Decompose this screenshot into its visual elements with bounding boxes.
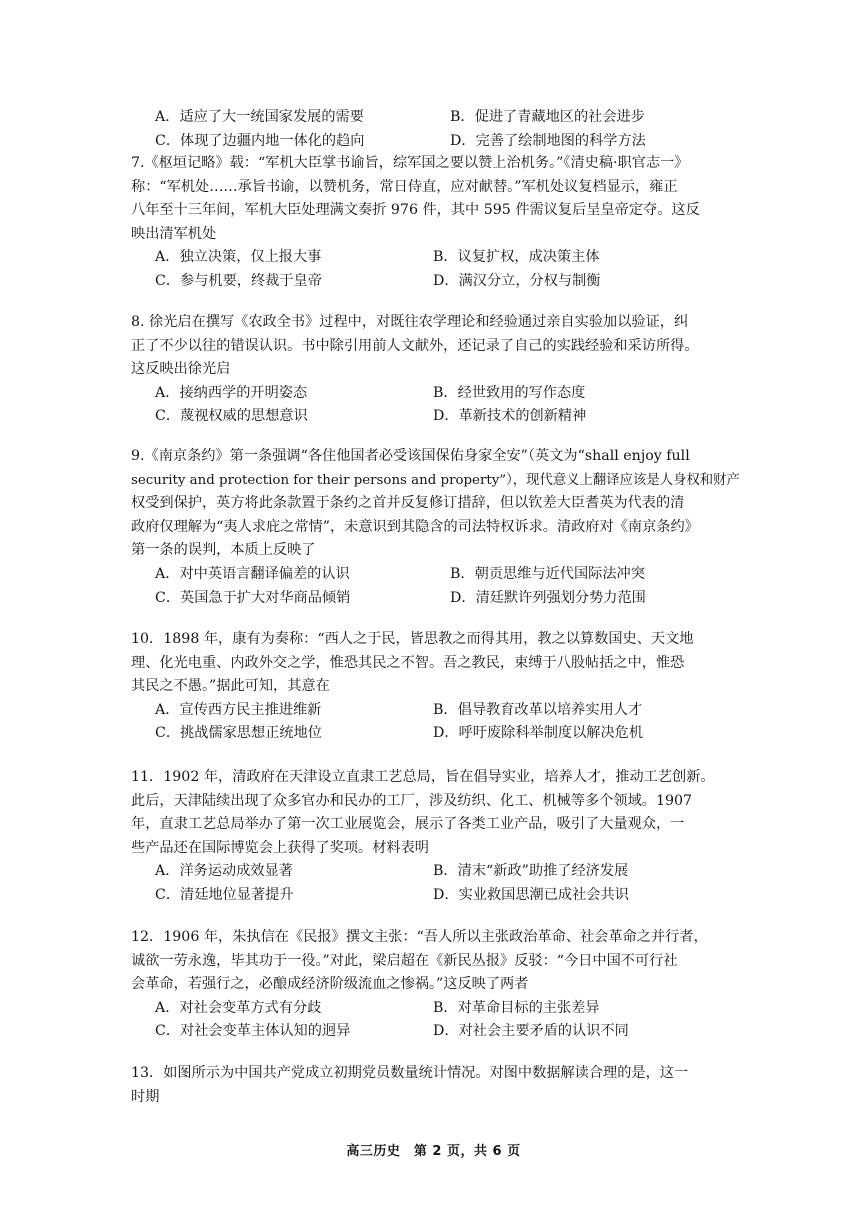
- question-text-line: 13．如图所示为中国共产党成立初期党员数量统计情况。对图中数据解读合理的是，这一: [131, 1065, 689, 1081]
- option-row: [131, 270, 743, 294]
- question-12: [131, 926, 743, 1044]
- option-letter: A．: [155, 109, 180, 125]
- option-d[interactable]: [433, 270, 600, 294]
- option-c[interactable]: [155, 270, 322, 294]
- option-a[interactable]: [155, 860, 293, 884]
- option-letter: B．: [433, 384, 458, 401]
- question-text-line: 八年至十三年间，军机大臣处理满文奏折 976 件，其中 595 件需议复后呈皇帝定夺。这反: [131, 202, 700, 219]
- option-text: 对中英语言翻译偏差的认识: [179, 565, 350, 582]
- option-letter: D．: [450, 132, 476, 149]
- option-letter: C．: [155, 272, 181, 289]
- option-letter: D．: [433, 725, 459, 742]
- option-d[interactable]: [433, 722, 643, 746]
- question-text-line: 此后，天津陆续出现了众多官办和民办的工厂，涉及纺织、化工、机械等多个领域。1907: [131, 792, 693, 809]
- question-text-line: 11．1902 年，清政府在天津设立直隶工艺总局，旨在倡导实业，培养人才，推动工艺创新。: [131, 769, 715, 785]
- option-letter: C．: [155, 408, 181, 425]
- option-text: 洋务运动成效显著: [179, 863, 293, 880]
- option-row: [131, 246, 743, 270]
- question-text-line: 些产品还在国际博览会上获得了奖项。材料表明: [131, 839, 429, 856]
- question-8: [131, 311, 743, 429]
- option-row: [131, 587, 743, 611]
- question-text-line: 9.《南京条约》第一条强调“各住他国者必受该国保佑身家全安”（英文为“shall enjoy full: [131, 448, 690, 464]
- option-text: 议复扩权，成决策主体: [457, 249, 600, 266]
- question-text-line: 12．1906 年，朱执信在《民报》撰文主张：“吾人所以主张政治革命、社会革命之并行者，: [131, 929, 708, 945]
- option-b[interactable]: [433, 860, 628, 884]
- option-letter: B．: [433, 863, 458, 880]
- option-letter: B．: [433, 249, 458, 266]
- option-d[interactable]: [433, 405, 586, 429]
- question-text-line: 时期: [131, 1088, 160, 1105]
- question-text-line: 政府仅理解为“夷人求庇之常情”，未意识到其隐含的司法特权诉求。清政府对《南京条约》: [131, 518, 699, 535]
- option-row: [131, 722, 743, 746]
- option-c[interactable]: [155, 884, 294, 908]
- option-letter: C．: [155, 589, 181, 606]
- question-text-line: 会革命，若强行之，必酿成经济阶级流血之惨祸。”这反映了两者: [131, 976, 529, 993]
- option-letter: A．: [155, 999, 180, 1016]
- option-text: 实业救国思潮已成社会共识: [458, 886, 629, 903]
- option-letter: B．: [433, 999, 458, 1016]
- option-c[interactable]: [155, 1020, 350, 1044]
- option-row: [131, 130, 743, 154]
- option-text: 体现了边疆内地一体化的趋向: [180, 132, 365, 149]
- question-9: [131, 445, 743, 610]
- question-text-line: 其民之不愚。”据此可知，其意在: [131, 678, 330, 695]
- option-text: 对社会变革方式有分歧: [179, 999, 322, 1016]
- option-d[interactable]: [450, 587, 646, 611]
- option-text: 独立决策，仅上报大事: [179, 249, 322, 266]
- option-text: 促进了青藏地区的社会进步: [474, 109, 645, 125]
- page-footer: 高三历史 第 2 页，共 6 页: [346, 1144, 521, 1159]
- option-letter: B．: [433, 701, 458, 718]
- question-text-line: 10．1898 年，康有为奏称：“西人之于民，皆思教之而得其用，教之以算数国史、天文地: [131, 631, 694, 647]
- option-row: [131, 563, 743, 587]
- option-row: [131, 699, 743, 723]
- option-c[interactable]: [155, 130, 365, 154]
- option-text: 参与机要，终裁于皇帝: [180, 272, 322, 289]
- option-row: [131, 106, 743, 130]
- question-7: [131, 152, 743, 294]
- question-text-line: 理、化光电重、内政外交之学，惟恐其民之不智。吾之教民，束缚于八股帖括之中，惟恐: [131, 654, 685, 671]
- option-d[interactable]: [433, 884, 629, 908]
- option-text: 英国急于扩大对华商品倾销: [180, 589, 351, 606]
- option-a[interactable]: [155, 699, 321, 723]
- option-c[interactable]: [155, 587, 350, 611]
- option-letter: A．: [155, 863, 180, 880]
- question-11: [131, 766, 743, 908]
- option-letter: A．: [155, 701, 180, 718]
- option-row: [131, 382, 743, 406]
- question-text-line: 称：“军机处……承旨书谕，以赞机务，常日侍直，应对献替。”军机处议复档显示，雍正: [131, 178, 678, 195]
- option-text: 倡导教育改革以培养实用人才: [457, 701, 643, 718]
- question-text-line: 这反映出徐光启: [131, 361, 231, 378]
- option-text: 对社会变革主体认知的迥异: [180, 1023, 351, 1040]
- option-b[interactable]: [433, 382, 585, 406]
- option-b[interactable]: [433, 997, 600, 1021]
- option-text: 对社会主要矛盾的认识不同: [458, 1023, 629, 1040]
- question-text-line: 正了不少以往的错误认识。书中除引用前人文献外，还记录了自己的实践经验和采访所得。: [131, 337, 699, 354]
- option-letter: A．: [155, 384, 180, 401]
- option-letter: B．: [450, 565, 475, 582]
- option-b[interactable]: [433, 246, 600, 270]
- option-letter: A．: [155, 249, 180, 266]
- option-a[interactable]: [155, 106, 364, 130]
- option-letter: D．: [450, 589, 476, 606]
- question-text-line: security and protection for their persons and property”），现代意义上翻译应该是人身权和财产: [131, 472, 740, 488]
- option-text: 呼吁废除科举制度以解决危机: [458, 725, 644, 742]
- question-text-line: 年，直隶工艺总局举办了第一次工业展览会，展示了各类工业产品，吸引了大量观众，一: [131, 816, 685, 833]
- prev-question-options: [131, 106, 743, 153]
- option-text: 对革命目标的主张差异: [457, 999, 600, 1016]
- option-text: 经世致用的写作态度: [457, 384, 586, 401]
- option-text: 完善了绘制地图的科学方法: [475, 132, 646, 149]
- option-b[interactable]: [450, 563, 645, 587]
- option-letter: D．: [433, 272, 459, 289]
- option-a[interactable]: [155, 246, 321, 270]
- option-text: 满汉分立，分权与制衡: [458, 272, 601, 289]
- question-text-line: 权受到保护，英方将此条款置于条约之首并反复修订措辞，但以钦差大臣耆英为代表的清: [131, 495, 685, 512]
- option-text: 朝贡思维与近代国际法冲突: [474, 565, 645, 582]
- option-a[interactable]: [155, 997, 321, 1021]
- question-10: [131, 628, 743, 746]
- question-text-line: 诚欲一劳永逸，毕其功于一役。”对此，梁启超在《新民丛报》反驳：“今日中国不可行社: [131, 952, 678, 969]
- option-c[interactable]: [155, 405, 308, 429]
- option-letter: C．: [155, 1023, 181, 1040]
- question-text-line: 第一条的误判，本质上反映了: [131, 542, 316, 559]
- question-13: [131, 1062, 743, 1109]
- option-row: [131, 997, 743, 1021]
- option-text: 蔑视权威的思想意识: [180, 408, 308, 425]
- option-a[interactable]: [155, 563, 350, 587]
- option-letter: A．: [155, 565, 180, 582]
- option-letter: D．: [433, 886, 459, 903]
- option-d[interactable]: [450, 130, 646, 154]
- option-text: 革新技术的创新精神: [458, 408, 587, 425]
- option-text: 宣传西方民主推进维新: [179, 701, 322, 718]
- option-b[interactable]: [433, 699, 642, 723]
- option-letter: D．: [433, 1023, 459, 1040]
- option-d[interactable]: [433, 1020, 629, 1044]
- option-text: 清廷地位显著提升: [180, 886, 294, 903]
- option-text: 适应了大一统国家发展的需要: [179, 109, 364, 125]
- option-letter: D．: [433, 408, 459, 425]
- option-row: [131, 1020, 743, 1044]
- option-letter: B．: [450, 109, 475, 125]
- option-a[interactable]: [155, 382, 307, 406]
- option-row: [131, 860, 743, 884]
- option-letter: C．: [155, 886, 181, 903]
- question-text-line: 映出清军机处: [131, 225, 217, 242]
- option-row: [131, 884, 743, 908]
- option-row: [131, 405, 743, 429]
- option-text: 挑战儒家思想正统地位: [180, 725, 322, 742]
- question-text-line: 8. 徐光启在撰写《农政全书》过程中，对既往农学理论和经验通过亲自实验加以验证，纠: [131, 314, 689, 330]
- question-text-line: 7.《枢垣记略》载：“军机大臣掌书谕旨，综军国之要以赞上治机务。”《清史稿·职官志一》: [131, 155, 689, 171]
- option-letter: C．: [155, 132, 181, 149]
- option-c[interactable]: [155, 722, 322, 746]
- option-text: 清末“新政”助推了经济发展: [457, 863, 629, 880]
- option-b[interactable]: [450, 106, 645, 130]
- option-text: 清廷默许列强划分势力范围: [475, 589, 646, 606]
- option-text: 接纳西学的开明姿态: [179, 384, 308, 401]
- option-letter: C．: [155, 725, 181, 742]
